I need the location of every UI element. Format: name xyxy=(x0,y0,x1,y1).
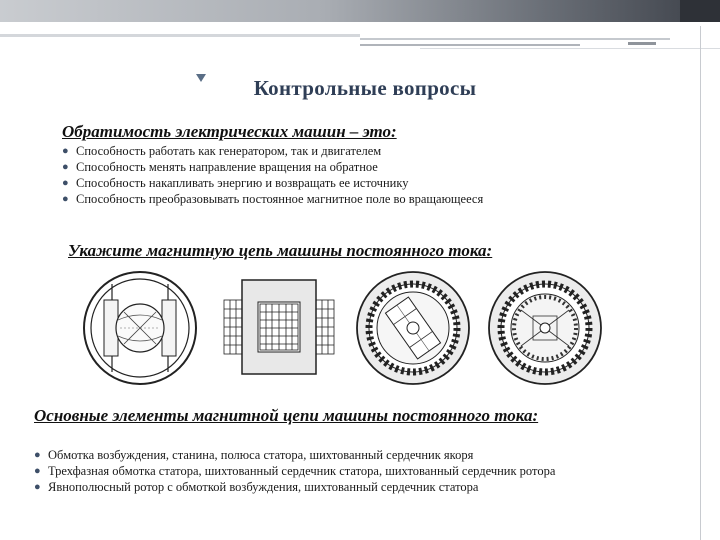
question-1-heading: Обратимость электрических машин – это: xyxy=(62,122,397,141)
decor-line xyxy=(0,34,360,37)
answer-option-label: Способность менять направление вращения на обратное xyxy=(76,160,378,174)
bullet-icon: ● xyxy=(62,193,69,205)
answer-option[interactable] xyxy=(34,463,555,479)
answer-option-label: Способность работать как генератором, так и двигателем xyxy=(76,144,382,158)
answer-option-label: Явнополюсный ротор с обмоткой возбуждения, шихтованный сердечник статора xyxy=(48,480,479,494)
answer-option-label: Способность преобразовывать постоянное магнитное поле во вращающееся xyxy=(76,192,484,206)
figure-3[interactable] xyxy=(355,270,471,386)
decor-line xyxy=(360,38,670,40)
answer-option-label: Трехфазная обмотка статора, шихтованный сердечник статора, шихтованный сердечник ротора xyxy=(48,464,556,478)
decor-line xyxy=(360,44,580,46)
figure-1[interactable] xyxy=(82,270,198,386)
decor-dash xyxy=(628,42,656,45)
answer-option[interactable] xyxy=(62,175,483,191)
answer-option-label: Способность накапливать энергию и возвращать ее источнику xyxy=(76,176,409,190)
decor-line xyxy=(420,48,720,49)
slide-title: Контрольные вопросы xyxy=(253,76,477,100)
right-border-line xyxy=(700,26,701,540)
header-band-corner xyxy=(680,0,720,22)
question-3-heading: Основные элементы магнитной цепи машины постоянного тока: xyxy=(34,406,539,425)
answer-option-label: Обмотка возбуждения, станина, полюса статора, шихтованный сердечник якоря xyxy=(48,448,474,462)
question-2-heading: Укажите магнитную цепь машины постоянного тока: xyxy=(68,241,493,260)
answer-option[interactable] xyxy=(62,191,483,207)
figure-4[interactable] xyxy=(487,270,603,386)
question-3-options xyxy=(34,447,555,495)
bullet-icon: ● xyxy=(34,465,41,477)
bullet-icon: ● xyxy=(34,449,41,461)
answer-option[interactable] xyxy=(34,479,555,495)
answer-option[interactable] xyxy=(34,447,555,463)
bullet-icon: ● xyxy=(62,145,69,157)
header-band xyxy=(0,0,720,22)
bullet-icon: ● xyxy=(34,481,41,493)
question-1-options xyxy=(62,143,483,207)
figure-2[interactable] xyxy=(220,274,338,380)
answer-option[interactable] xyxy=(62,159,483,175)
bullet-icon: ● xyxy=(62,177,69,189)
answer-option[interactable] xyxy=(62,143,483,159)
bullet-icon: ● xyxy=(62,161,69,173)
